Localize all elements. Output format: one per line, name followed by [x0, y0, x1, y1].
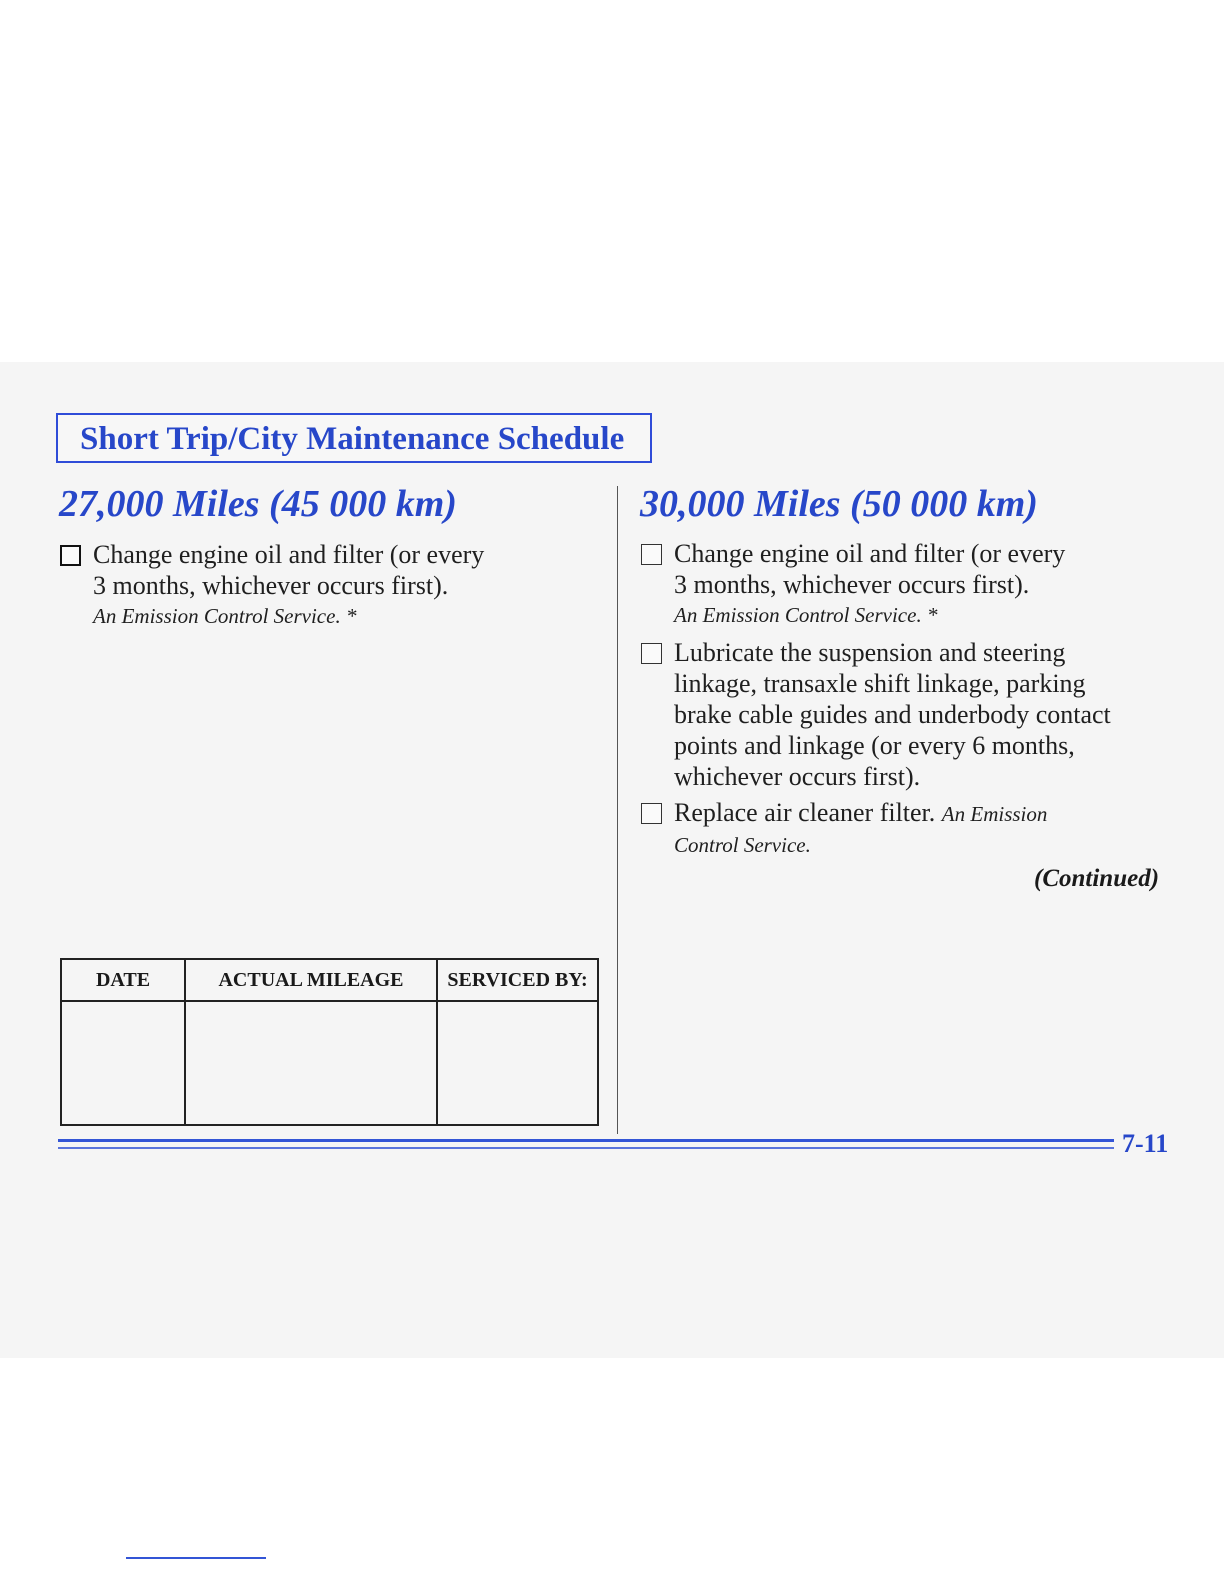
- left-section-title: 27,000 Miles (45 000 km): [59, 483, 457, 525]
- right-item-air-filter-note-1: An Emission: [941, 802, 1048, 826]
- right-item-lubricate: [674, 637, 1194, 792]
- service-log-mileage-cell[interactable]: [185, 1001, 437, 1125]
- right-item-air-filter: [674, 797, 1194, 861]
- service-log-serviced-by-cell[interactable]: [437, 1001, 598, 1125]
- continued-label: (Continued): [1034, 865, 1160, 892]
- right-item-oil-change-note: An Emission Control Service. *: [674, 603, 938, 627]
- service-log-entry-row: [61, 1001, 598, 1125]
- service-log-date-cell[interactable]: [61, 1001, 185, 1125]
- schedule-header-title: Short Trip/City Maintenance Schedule: [80, 421, 625, 457]
- right-item-oil-change-text-2: 3 months, whichever occurs first).: [674, 570, 1030, 599]
- bottom-decorative-line: [126, 1557, 266, 1559]
- right-section-title: 30,000 Miles (50 000 km): [640, 483, 1038, 525]
- right-item-lubricate-text-5: whichever occurs first).: [674, 762, 921, 791]
- left-item-oil-change-checkbox[interactable]: [60, 545, 81, 566]
- right-item-air-filter-text: Replace air cleaner filter.: [674, 798, 936, 827]
- right-item-lubricate-text-3: brake cable guides and underbody contact: [674, 700, 1111, 729]
- left-item-oil-change: [93, 539, 593, 632]
- left-item-oil-change-note: An Emission Control Service. *: [93, 604, 357, 628]
- right-item-air-filter-note-2: Control Service.: [674, 833, 811, 857]
- right-item-lubricate-text-2: linkage, transaxle shift linkage, parking: [674, 669, 1086, 698]
- page-number: 7-11: [1122, 1129, 1169, 1158]
- left-item-oil-change-text-1: Change engine oil and filter (or every: [93, 540, 485, 569]
- right-item-oil-change-checkbox[interactable]: [641, 544, 662, 565]
- column-divider: [617, 486, 618, 1134]
- right-item-lubricate-text-1: Lubricate the suspension and steering: [674, 638, 1066, 667]
- footer-rule-bottom: [58, 1147, 1114, 1149]
- right-item-oil-change: [674, 538, 1174, 631]
- right-item-lubricate-text-4: points and linkage (or every 6 months,: [674, 731, 1075, 760]
- service-log-header-row: [61, 959, 598, 1001]
- right-item-oil-change-text-1: Change engine oil and filter (or every: [674, 539, 1066, 568]
- footer-rule-top: [58, 1139, 1114, 1142]
- left-item-oil-change-text-2: 3 months, whichever occurs first).: [93, 571, 449, 600]
- right-item-air-filter-checkbox[interactable]: [641, 803, 662, 824]
- service-log-header-serviced-by: SERVICED BY:: [437, 959, 598, 1001]
- right-item-lubricate-checkbox[interactable]: [641, 643, 662, 664]
- service-log-table: [60, 958, 599, 1126]
- service-log-header-date: DATE: [61, 959, 185, 1001]
- service-log-header-mileage: ACTUAL MILEAGE: [185, 959, 437, 1001]
